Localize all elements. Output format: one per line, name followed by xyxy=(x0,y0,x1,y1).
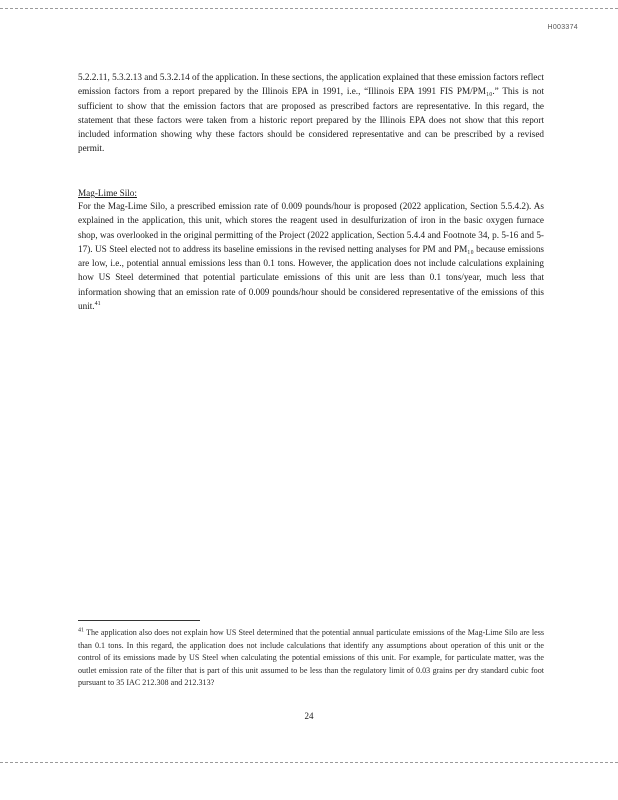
bates-number: H003374 xyxy=(547,24,578,31)
footnote-number: 41 xyxy=(78,627,84,634)
footnote-divider xyxy=(78,620,200,621)
paragraph-emission-factors: 5.2.2.11, 5.3.2.13 and 5.3.2.14 of the application. In these sections, the application explained that these emission factors reflect emission factors from a report prepared by the Illinois EPA in 1991, i.e., “Illinois EPA 1991 FIS PM/PM₁₀.” This is not sufficient to show that the emission factors that are proposed as prescribed factors are representative. In this regard, the statement that these factors were taken from a historic report prepared by the Illinois EPA does not show that this report included information showing why these factors should be considered representative and can be prescribed by a revised permit. xyxy=(78,72,544,154)
scan-edge-bottom xyxy=(0,762,618,763)
footnote-reference: 41 xyxy=(94,301,101,308)
paragraph-mag-lime-silo xyxy=(78,199,544,313)
scan-edge-top xyxy=(0,8,618,9)
footnote-text: The application also does not explain how US Steel determined that the potential annual particulate emissions of the Mag-Lime Silo are less than 0.1 tons. In this regard, the application does not include calculations that identify any assumptions about operation of this unit or the control of its emissions made by US Steel when calculating the potential emissions of this unit. For example, for particulate matter, was the outlet emission rate of the filter that is part of this unit assumed to be less than the regulatory limit of 0.03 grains per dry standard cubic foot pursuant to 35 IAC 212.308 and 212.313? xyxy=(78,628,544,688)
section-heading-mag-lime-silo: Mag-Lime Silo: xyxy=(78,188,137,198)
paragraph-mag-lime-silo-text: For the Mag-Lime Silo, a prescribed emission rate of 0.009 pounds/hour is proposed (2022 application, Section 5.5.4.2). As explained in the application, this unit, which stores the reagent used in desulfurization of iron in the basic oxygen furnace shop, was overlooked in the original permitting of the Project (2022 application, Section 5.4.4 and Footnote 34, p. 5-16 and 5-17). US Steel elected not to address its baseline emissions in the revised netting analyses for PM and PM₁₀ because emissions are low, i.e., potential annual emissions less than 0.1 tons. However, the application does not include calculations explaining how US Steel determined that potential particulate emissions of this unit are less than 0.1 tons/year, much less that information showing that an emission rate of 0.009 pounds/hour should be considered representative of the emissions of this unit. xyxy=(78,201,544,312)
footnote xyxy=(78,627,544,690)
page-number: 24 xyxy=(304,711,314,721)
